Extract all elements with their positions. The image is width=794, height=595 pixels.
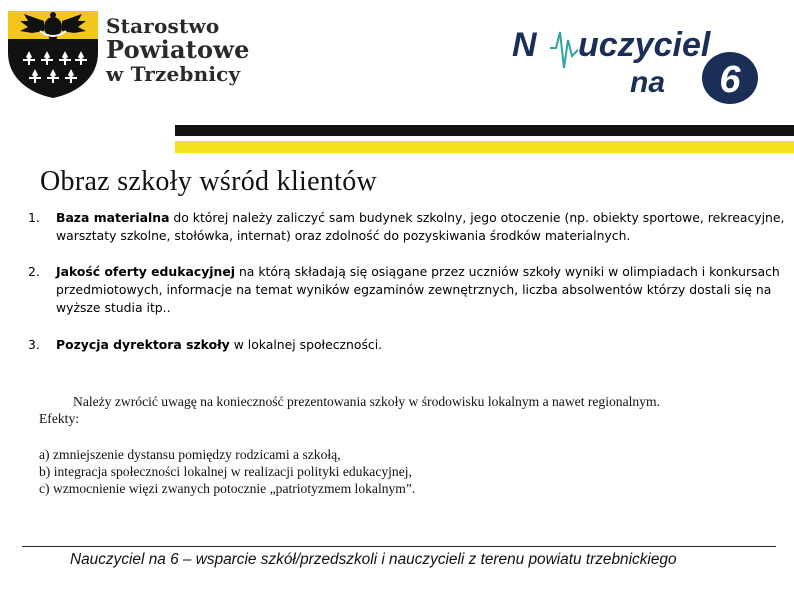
- logo-word-uczyciel: uczyciel: [578, 26, 711, 64]
- logo-line-2: Powiatowe: [106, 35, 250, 64]
- list-item-number: 3.: [28, 337, 40, 352]
- note-text: Należy zwrócić uwagę na konieczność prezentowania szkoły w środowisku lokalnym a nawet regionalnym.: [73, 394, 660, 409]
- list-item: [28, 336, 794, 354]
- effects-label: Efekty:: [39, 411, 80, 426]
- effect-item: b) integracja społeczności lokalnej w realizacji polityki edukacyjnej,: [39, 464, 412, 479]
- footer-divider: [22, 546, 776, 547]
- effects-list: [39, 446, 415, 497]
- logo-line-1: Starostwo: [106, 14, 220, 38]
- list-item-text: na którą składają się osiągane przez uczniów szkoły wyniki w olimpiadach i konkursach przedmiotowych, informacje na temat wyników egzaminów zewnętrznych, liczba absolwentów którzy dostali się na wyższe studia itp..: [56, 264, 780, 315]
- coat-of-arms-logo: [6, 9, 100, 99]
- note-block: [39, 393, 660, 427]
- header-black-bar: [175, 125, 794, 136]
- effect-item: a) zmniejszenie dystansu pomiędzy rodzicami a szkołą,: [39, 447, 341, 462]
- list-item-heading: Baza materialna: [56, 210, 170, 225]
- page-title: Obraz szkoły wśród klientów: [40, 166, 378, 197]
- logo-number: 6: [719, 59, 741, 101]
- list-item-number: 2.: [28, 264, 40, 279]
- footer-text: Nauczyciel na 6 – wsparcie szkół/przedszkoli i nauczycieli z terenu powiatu trzebnickiego: [70, 551, 677, 568]
- list-item-text: w lokalnej społeczności.: [229, 337, 383, 352]
- starostwo-logo-text: [106, 14, 250, 86]
- logo-word-na: na: [630, 66, 666, 99]
- header-yellow-bar: [175, 141, 794, 153]
- nauczyciel-na-6-logo: [512, 14, 768, 110]
- list-item: [28, 209, 794, 245]
- list-item-text: do której należy zaliczyć sam budynek szkolny, jego otoczenie (np. obiekty sportowe, rekreacyjne, warsztaty szkolne, stołówka, internat) oraz zdolność do pozyskiwania środków materialnych.: [56, 210, 785, 243]
- logo-line-3: w Trzebnicy: [106, 62, 241, 86]
- list-item: [28, 263, 794, 317]
- logo-n-letter: N: [512, 26, 537, 64]
- list-item-heading: Pozycja dyrektora szkoły: [56, 337, 230, 352]
- effect-item: c) wzmocnienie więzi zwanych potocznie „patriotyzmem lokalnym”.: [39, 481, 416, 496]
- list-item-heading: Jakość oferty edukacyjnej: [56, 264, 235, 279]
- list-item-number: 1.: [28, 210, 40, 225]
